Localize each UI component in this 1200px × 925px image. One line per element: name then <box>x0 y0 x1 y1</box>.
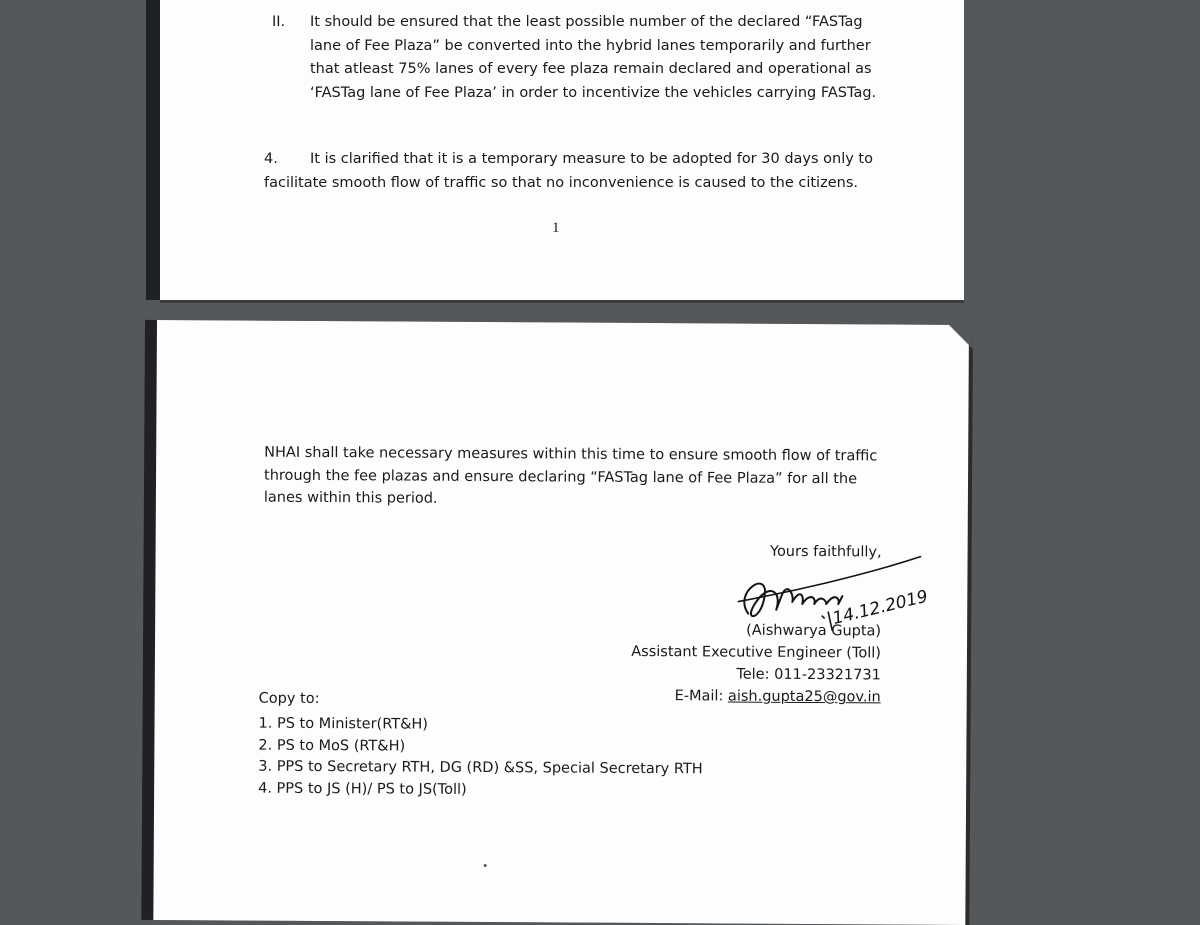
nhai-paragraph-line: through the fee plazas and ensure declaring “FASTag lane of Fee Plaza” for all the <box>264 467 858 487</box>
signatory-email-row <box>631 685 881 709</box>
copy-to-list <box>258 714 703 803</box>
item-ii-line: ‘FASTag lane of Fee Plaza’ in order to incentivize the vehicles carrying FASTag. <box>310 84 877 101</box>
copy-to-item: 1. PS to Minister(RT&H) <box>258 715 429 733</box>
folded-corner <box>947 323 973 349</box>
copy-to-item: 3. PPS to Secretary RTH, DG (RD) &SS, Special Secretary RTH <box>258 758 703 778</box>
signatory-designation: Assistant Executive Engineer (Toll) <box>631 643 882 662</box>
item-4-line-1: It is clarified that it is a temporary measure to be adopted for 30 days only to <box>310 151 873 167</box>
signature-date: 14.12.2019 <box>830 586 930 630</box>
closing-salutation: Yours faithfully, <box>769 543 882 561</box>
copy-to-item: 2. PS to MoS (RT&H) <box>258 737 406 755</box>
item-ii-number: II. <box>272 14 286 30</box>
email-address: aish.gupta25@gov.in <box>727 688 881 706</box>
document-page-1 <box>160 0 964 300</box>
nhai-paragraph <box>264 442 877 513</box>
item-ii-line: It should be ensured that the least possible number of the declared “FASTag <box>310 14 863 30</box>
copy-to-item: 4. PPS to JS (H)/ PS to JS(Toll) <box>258 780 467 798</box>
nhai-paragraph-line: NHAI shall take necessary measures within this time to ensure smooth flow of traffic <box>264 444 878 465</box>
document-page-2 <box>153 320 969 925</box>
email-label: E-Mail: <box>674 688 729 705</box>
nhai-paragraph-line: lanes within this period. <box>263 489 438 507</box>
page-number: 1 <box>552 220 560 236</box>
scan-speck <box>484 864 487 867</box>
signatory-name: (Aishwarya Gupta) <box>746 622 882 640</box>
signatory-block <box>631 619 881 709</box>
item-ii-text <box>310 11 876 105</box>
item-4-number: 4. <box>264 151 278 167</box>
signatory-tele: Tele: 011-23321731 <box>736 666 881 684</box>
copy-to-heading: Copy to: <box>258 690 320 707</box>
item-ii-line: that atleast 75% lanes of every fee plaza remain declared and operational as <box>310 61 872 77</box>
item-ii-line: lane of Fee Plaza” be converted into the hybrid lanes temporarily and further <box>310 37 871 54</box>
item-4-line-2: facilitate smooth flow of traffic so that no inconvenience is caused to the citizens. <box>264 175 858 191</box>
